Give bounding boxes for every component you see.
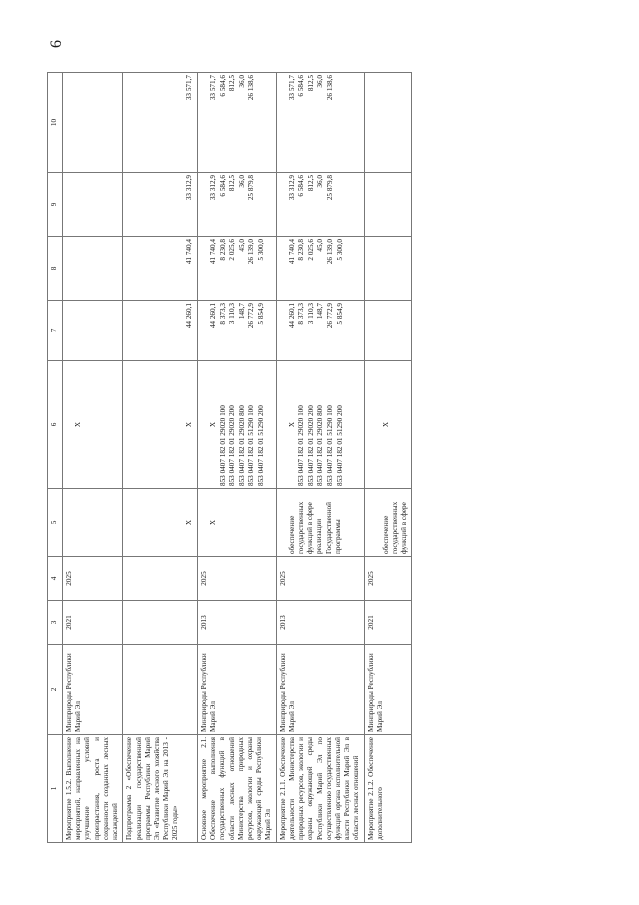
cell-spacer <box>200 75 209 170</box>
value-col7-line: 148,7 <box>237 303 246 320</box>
value-col10 <box>123 73 198 173</box>
value-col8 <box>123 237 198 301</box>
value-col8-line: 45,0 <box>237 239 246 252</box>
value-col9-line: 812,5 <box>228 175 237 192</box>
table-row <box>123 73 198 843</box>
col-header: 6 <box>48 361 63 489</box>
value-col9-line: 6 584,6 <box>218 175 227 197</box>
value-col7-line: 5 854,9 <box>335 303 344 325</box>
activity-description: Основное мероприятие 2.1. Обеспечение выполнения государственных функций в области лесных отношений Министерства природных ресурсов, экологии и охраны окружающей среды Республики Марий Эл <box>197 735 276 843</box>
expected-result-line: X <box>185 519 194 526</box>
expected-result-line: Государственной <box>324 502 333 554</box>
value-col8-line: 5 300,0 <box>256 239 265 261</box>
value-col7-line: 148,7 <box>316 303 325 320</box>
col-header: 7 <box>48 301 63 361</box>
cell-spacer <box>200 175 209 234</box>
col-header: 2 <box>48 645 63 735</box>
value-col9-line: 36,0 <box>237 175 246 188</box>
cell-spacer <box>125 175 185 234</box>
budget-code-line: 853 0407 182 01 51290 200 <box>335 405 344 486</box>
value-col9 <box>364 173 412 237</box>
value-col7-line: 3 110,3 <box>306 303 315 325</box>
cell-spacer <box>125 363 185 486</box>
cell-spacer <box>200 239 209 298</box>
table-row <box>197 73 276 843</box>
value-col10-line: 33 571,7 <box>287 75 296 101</box>
executor: Минприроды Республики Марий Эл <box>276 645 364 735</box>
value-col9-line: 36,0 <box>316 175 325 188</box>
value-col10-line: 812,5 <box>228 75 237 92</box>
budget-code <box>364 361 412 489</box>
start-year <box>123 601 198 645</box>
expected-result <box>63 489 123 557</box>
value-col10-line <box>336 75 346 170</box>
budget-code <box>276 361 364 489</box>
expected-result-line: реализации <box>315 518 324 554</box>
value-col8-line: 8 230,8 <box>297 239 306 261</box>
cell-spacer <box>279 175 288 234</box>
value-col8-line: 2 025,6 <box>306 239 315 261</box>
col-header: 3 <box>48 601 63 645</box>
value-col8-line: 8 230,8 <box>218 239 227 261</box>
budget-code-line: 853 0407 182 01 51290 100 <box>326 405 335 486</box>
expected-result <box>197 489 276 557</box>
value-col10 <box>63 73 123 173</box>
value-col7-line: 5 854,9 <box>256 303 265 325</box>
budget-code-line: 853 0407 182 01 51290 200 <box>256 405 265 486</box>
expected-result-line: обеспечение <box>381 515 390 554</box>
cell-spacer <box>279 303 288 358</box>
value-col7 <box>123 301 198 361</box>
table-row <box>63 73 123 843</box>
value-col7-line: 44 260,1 <box>185 303 194 329</box>
value-col10-line <box>257 75 267 170</box>
budget-code-line: 853 0407 182 01 29020 200 <box>228 405 237 486</box>
value-col8 <box>197 237 276 301</box>
value-col8 <box>364 237 412 301</box>
value-col10-line: 812,5 <box>306 75 315 92</box>
value-col8-line: 2 025,6 <box>228 239 237 261</box>
value-col10-line: 33 571,7 <box>208 75 217 101</box>
expected-result-line: функций в сфере <box>400 502 409 554</box>
value-col8-line: 26 139,0 <box>247 239 256 265</box>
value-col9 <box>63 173 123 237</box>
cell-spacer <box>367 491 382 554</box>
budget-code <box>63 361 123 489</box>
value-col10-line: 26 138,6 <box>326 75 335 101</box>
activity-description: Мероприятие 2.1.2. Обеспечение дополнительного <box>364 735 412 843</box>
cell-spacer <box>200 491 209 554</box>
value-col9-line: 33 312,9 <box>287 175 296 201</box>
value-col10 <box>197 73 276 173</box>
value-col9 <box>276 173 364 237</box>
end-year: 2025 <box>63 557 123 601</box>
start-year: 2013 <box>276 601 364 645</box>
cell-spacer <box>367 363 382 486</box>
budget-code-line: X <box>208 421 217 428</box>
cell-spacer <box>279 491 288 554</box>
value-col9-line: 6 584,6 <box>297 175 306 197</box>
activity-description: Мероприятие 2.1.1. Обеспечение деятельности Министерства природных ресурсов, экологии и охраны окружающей среды Республики Марий Эл по осуществлению государственных функций органа исполнительной власти Республики Марий Эл в области лесных отношений <box>276 735 364 843</box>
budget-code-line: 853 0407 182 01 29020 800 <box>237 405 246 486</box>
value-col7 <box>63 301 123 361</box>
header-row <box>48 73 63 843</box>
col-header: 8 <box>48 237 63 301</box>
end-year <box>123 557 198 601</box>
value-col7 <box>276 301 364 361</box>
value-col8-line: 26 139,0 <box>326 239 335 265</box>
value-col8-line: 41 740,4 <box>185 239 194 265</box>
col-header: 5 <box>48 489 63 557</box>
value-col7-line: 26 772,9 <box>326 303 335 329</box>
start-year: 2021 <box>63 601 123 645</box>
expected-result-line: государственных <box>390 501 399 554</box>
value-col8 <box>276 237 364 301</box>
cell-spacer <box>125 303 185 358</box>
value-col10-line: 26 138,6 <box>247 75 256 101</box>
value-col9-line: 812,5 <box>306 175 315 192</box>
budget-code <box>197 361 276 489</box>
value-col8-line: 41 740,4 <box>287 239 296 265</box>
end-year: 2025 <box>364 557 412 601</box>
activity-description: Мероприятие 1.5.2. Выполнение мероприятий, направленных на улучшение условий произрастания, роста и сохранности созданных лесных насаждений <box>63 735 123 843</box>
value-col8-line: 41 740,4 <box>208 239 217 265</box>
budget-code <box>123 361 198 489</box>
value-col7-line: 8 373,3 <box>218 303 227 325</box>
page-number: 6 <box>48 40 65 48</box>
cell-spacer <box>200 363 209 486</box>
cell-spacer <box>65 363 74 486</box>
expected-result-line: программы <box>333 519 342 554</box>
value-col7-line: 44 260,1 <box>208 303 217 329</box>
value-col8 <box>63 237 123 301</box>
col-header: 10 <box>48 73 63 173</box>
expected-result <box>123 489 198 557</box>
budget-code-line: 853 0407 182 01 29020 100 <box>218 405 227 486</box>
end-year: 2025 <box>276 557 364 601</box>
expected-result <box>364 489 412 557</box>
value-col10 <box>276 73 364 173</box>
executor <box>123 645 198 735</box>
col-header: 9 <box>48 173 63 237</box>
program-table <box>47 72 412 843</box>
value-col10-line: 33 571,7 <box>185 75 194 101</box>
value-col9-line: 33 312,9 <box>208 175 217 201</box>
cell-spacer <box>125 491 185 554</box>
value-col9 <box>197 173 276 237</box>
value-col8-line: 45,0 <box>316 239 325 252</box>
executor: Минприроды Республики Марий Эл <box>364 645 412 735</box>
value-col9-line <box>257 175 267 234</box>
value-col10-line: 36,0 <box>316 75 325 88</box>
value-col7-line: 26 772,9 <box>247 303 256 329</box>
table-row <box>276 73 364 843</box>
cell-spacer <box>200 303 209 358</box>
value-col10-line: 6 584,6 <box>297 75 306 97</box>
value-col10-line: 6 584,6 <box>218 75 227 97</box>
cell-spacer <box>279 239 288 298</box>
value-col10-line: 36,0 <box>237 75 246 88</box>
budget-code-line: 853 0407 182 01 29020 200 <box>306 405 315 486</box>
expected-result <box>276 489 364 557</box>
value-col9-line: 25 879,8 <box>326 175 335 201</box>
value-col7-line: 44 260,1 <box>287 303 296 329</box>
value-col7 <box>364 301 412 361</box>
cell-spacer <box>125 75 185 170</box>
table-row <box>364 73 412 843</box>
budget-code-line: 853 0407 182 01 51290 100 <box>247 405 256 486</box>
value-col7 <box>197 301 276 361</box>
value-col8-line: 5 300,0 <box>335 239 344 261</box>
value-col10 <box>364 73 412 173</box>
executor: Минприроды Республики Марий Эл <box>197 645 276 735</box>
cell-spacer <box>125 239 185 298</box>
end-year: 2025 <box>197 557 276 601</box>
expected-result-line: государственных <box>296 501 305 554</box>
value-col7-line: 8 373,3 <box>297 303 306 325</box>
value-col9-line: 25 879,8 <box>247 175 256 201</box>
budget-code-line: X <box>185 421 194 428</box>
value-col7-line: 3 110,3 <box>228 303 237 325</box>
expected-result-line: функций в сфере <box>306 502 315 554</box>
col-header: 1 <box>48 735 63 843</box>
budget-code-line: 853 0407 182 01 29020 100 <box>297 405 306 486</box>
expected-result-line: X <box>208 519 217 526</box>
col-header: 4 <box>48 557 63 601</box>
expected-result-line: обеспечение <box>287 515 296 554</box>
executor: Минприроды Республики Марий Эл <box>63 645 123 735</box>
value-col9-line <box>336 175 346 234</box>
activity-description: Подпрограмма 2 «Обеспечение реализации государственной программы Республики Марий Эл «Развитие лесного хозяйства Республики Марий Эл на 2013 - 2025 годы» <box>123 735 198 843</box>
start-year: 2021 <box>364 601 412 645</box>
cell-spacer <box>279 75 288 170</box>
budget-code-line: X <box>74 421 82 428</box>
budget-code-line: X <box>381 421 390 428</box>
budget-code-line: X <box>287 421 296 428</box>
start-year: 2013 <box>197 601 276 645</box>
value-col9 <box>123 173 198 237</box>
value-col9-line: 33 312,9 <box>185 175 194 201</box>
cell-spacer <box>279 363 288 486</box>
budget-code-line: 853 0407 182 01 29020 800 <box>316 405 325 486</box>
